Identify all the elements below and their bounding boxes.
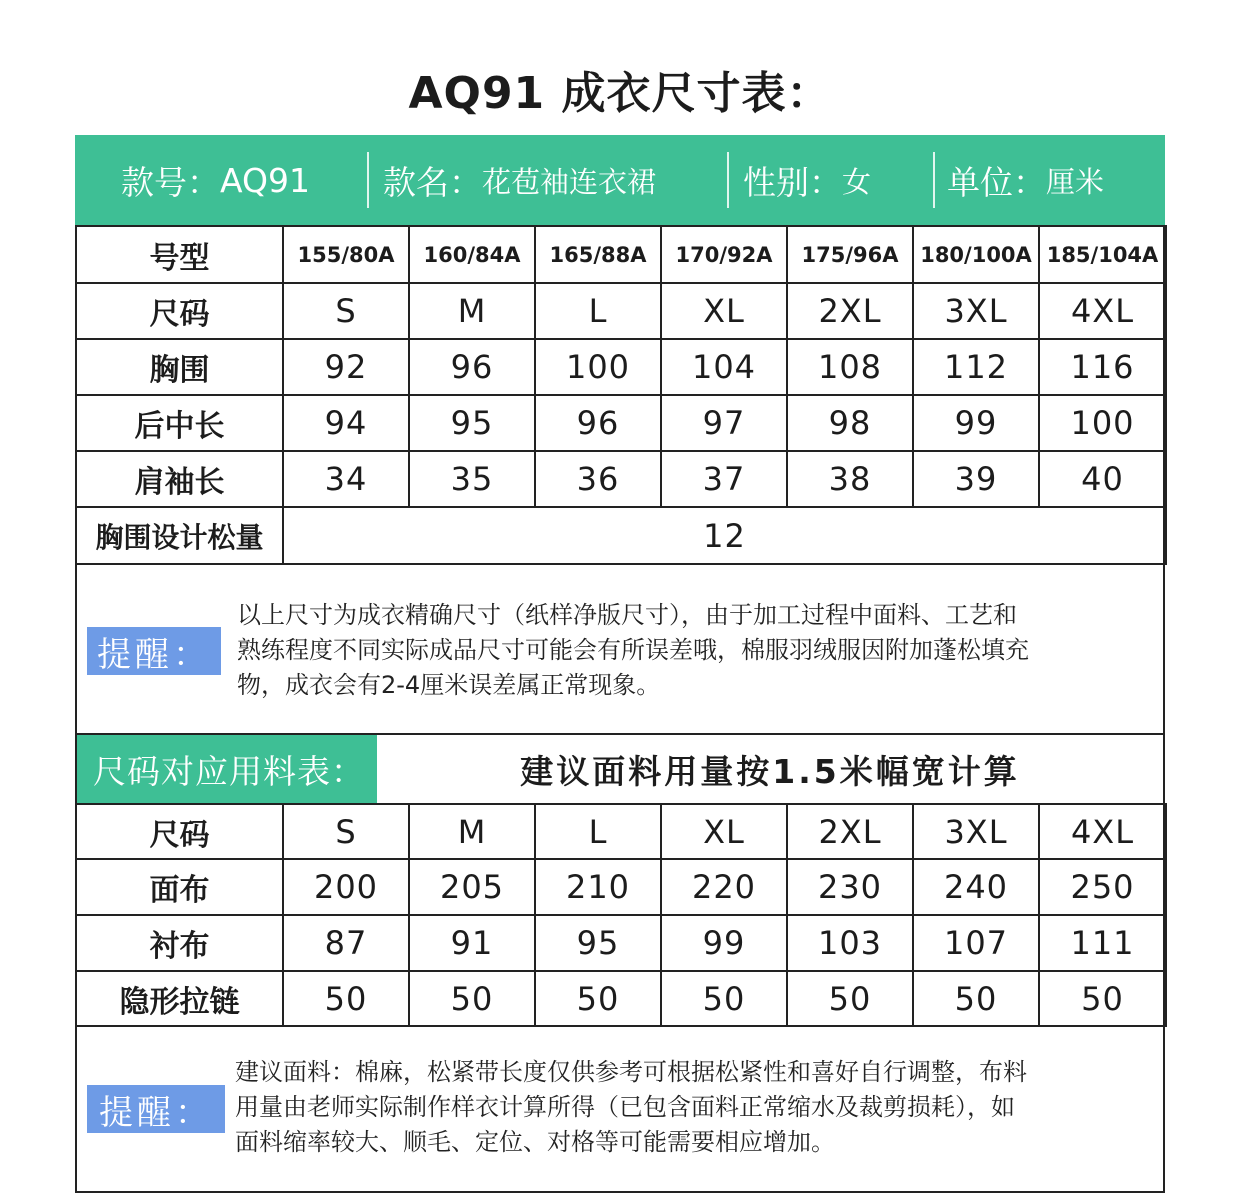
table-cell: 87 <box>283 915 409 971</box>
table-cell: 2XL <box>787 804 913 859</box>
table-cell: 108 <box>787 339 913 395</box>
table-row <box>76 283 1166 339</box>
table-cell: 2XL <box>787 283 913 339</box>
reminder-note <box>75 563 1165 733</box>
table-cell: 99 <box>661 915 787 971</box>
fabric-table <box>75 803 1167 1027</box>
row-label: 号型 <box>76 226 283 283</box>
table-cell: 37 <box>661 451 787 507</box>
table-cell: 220 <box>661 859 787 915</box>
reminder-badge: 提醒： <box>87 627 221 675</box>
table-cell: 99 <box>913 395 1039 451</box>
table-cell: 50 <box>913 971 1039 1026</box>
table-cell: S <box>283 283 409 339</box>
product-header <box>75 135 1165 225</box>
table-cell: 50 <box>409 971 535 1026</box>
table-cell: 205 <box>409 859 535 915</box>
reminder-line: 熟练程度不同实际成品尺寸可能会有所误差哦，棉服羽绒服因附加蓬松填充 <box>237 636 1029 664</box>
table-cell: 185/104A <box>1039 226 1166 283</box>
header-unit <box>933 152 1165 208</box>
table-cell: 107 <box>913 915 1039 971</box>
table-cell: 4XL <box>1039 804 1166 859</box>
table-cell: 97 <box>661 395 787 451</box>
table-row <box>76 915 1166 971</box>
table-cell: 95 <box>535 915 661 971</box>
table-cell: 200 <box>283 859 409 915</box>
header-style-no <box>75 152 367 208</box>
fabric-header <box>75 733 1165 803</box>
header-value: 厘米 <box>1046 164 1105 199</box>
table-row <box>76 451 1166 507</box>
size-table <box>75 225 1167 565</box>
table-cell: 94 <box>283 395 409 451</box>
table-cell: 170/92A <box>661 226 787 283</box>
table-cell: 104 <box>661 339 787 395</box>
reminder-badge: 提醒： <box>87 1085 225 1133</box>
table-cell: 155/80A <box>283 226 409 283</box>
row-label: 衬布 <box>76 915 283 971</box>
table-cell: 38 <box>787 451 913 507</box>
reminder-line: 面料缩率较大、顺毛、定位、对格等可能需要相应增加。 <box>235 1128 835 1156</box>
header-key: 款号： <box>121 162 220 202</box>
table-cell: 112 <box>913 339 1039 395</box>
table-cell: 35 <box>409 451 535 507</box>
row-label: 尺码 <box>76 283 283 339</box>
table-cell: 3XL <box>913 283 1039 339</box>
table-cell: 210 <box>535 859 661 915</box>
header-value: 女 <box>842 164 872 199</box>
table-cell: 92 <box>283 339 409 395</box>
table-cell: 240 <box>913 859 1039 915</box>
table-cell: M <box>409 804 535 859</box>
table-cell: 100 <box>535 339 661 395</box>
table-cell: 98 <box>787 395 913 451</box>
row-label: 隐形拉链 <box>76 971 283 1026</box>
header-value: AQ91 <box>220 160 310 200</box>
fabric-note: 建议面料用量按1.5米幅宽计算 <box>520 751 1020 791</box>
table-cell: 165/88A <box>535 226 661 283</box>
table-cell: 50 <box>1039 971 1166 1026</box>
table-cell: 50 <box>661 971 787 1026</box>
header-key: 单位： <box>947 162 1046 202</box>
table-cell: L <box>535 804 661 859</box>
table-cell: XL <box>661 804 787 859</box>
table-cell: 39 <box>913 451 1039 507</box>
table-cell: 250 <box>1039 859 1166 915</box>
table-cell: 180/100A <box>913 226 1039 283</box>
table-cell: 4XL <box>1039 283 1166 339</box>
reminder-line: 以上尺寸为成衣精确尺寸（纸样净版尺寸），由于加工过程中面料、工艺和 <box>237 601 1017 629</box>
table-row <box>76 804 1166 859</box>
table-cell: 3XL <box>913 804 1039 859</box>
fabric-title: 尺码对应用料表： <box>77 735 377 803</box>
row-label: 胸围 <box>76 339 283 395</box>
table-cell: S <box>283 804 409 859</box>
reminder-line: 建议面料：棉麻，松紧带长度仅供参考可根据松紧性和喜好自行调整，布料 <box>235 1058 1027 1086</box>
row-label: 肩袖长 <box>76 451 283 507</box>
table-cell: 230 <box>787 859 913 915</box>
row-label: 尺码 <box>76 804 283 859</box>
table-row <box>76 971 1166 1026</box>
table-cell: 96 <box>409 339 535 395</box>
table-row <box>76 339 1166 395</box>
table-cell: 175/96A <box>787 226 913 283</box>
header-value: 花苞袖连衣裙 <box>482 164 657 199</box>
table-cell: 95 <box>409 395 535 451</box>
reminder-line: 物，成衣会有2-4厘米误差属正常现象。 <box>237 671 661 699</box>
header-key: 款名： <box>383 162 482 202</box>
row-label: 胸围设计松量 <box>76 507 283 564</box>
table-cell: 50 <box>787 971 913 1026</box>
table-row <box>76 859 1166 915</box>
table-row <box>76 226 1166 283</box>
header-gender <box>727 152 933 208</box>
table-cell: 160/84A <box>409 226 535 283</box>
table-cell: 50 <box>283 971 409 1026</box>
table-cell: 50 <box>535 971 661 1026</box>
table-cell: 36 <box>535 451 661 507</box>
reminder-line: 用量由老师实际制作样衣计算所得（已包含面料正常缩水及裁剪损耗），如 <box>235 1093 1015 1121</box>
row-label: 面布 <box>76 859 283 915</box>
ease-value: 12 <box>283 507 1166 564</box>
table-cell: 96 <box>535 395 661 451</box>
table-cell: 103 <box>787 915 913 971</box>
header-key: 性别： <box>743 162 842 202</box>
page-title: AQ91 成衣尺寸表： <box>408 68 832 119</box>
table-cell: 111 <box>1039 915 1166 971</box>
table-cell: 34 <box>283 451 409 507</box>
table-cell: 40 <box>1039 451 1166 507</box>
table-cell: L <box>535 283 661 339</box>
table-cell: XL <box>661 283 787 339</box>
fabric-reminder-note <box>75 1025 1165 1193</box>
row-label: 后中长 <box>76 395 283 451</box>
table-cell: M <box>409 283 535 339</box>
table-row <box>76 395 1166 451</box>
table-cell: 116 <box>1039 339 1166 395</box>
reminder-text <box>237 598 1029 703</box>
reminder-text <box>235 1055 1027 1160</box>
header-style-name <box>367 152 727 208</box>
table-row <box>76 507 1166 564</box>
table-cell: 100 <box>1039 395 1166 451</box>
table-cell: 91 <box>409 915 535 971</box>
